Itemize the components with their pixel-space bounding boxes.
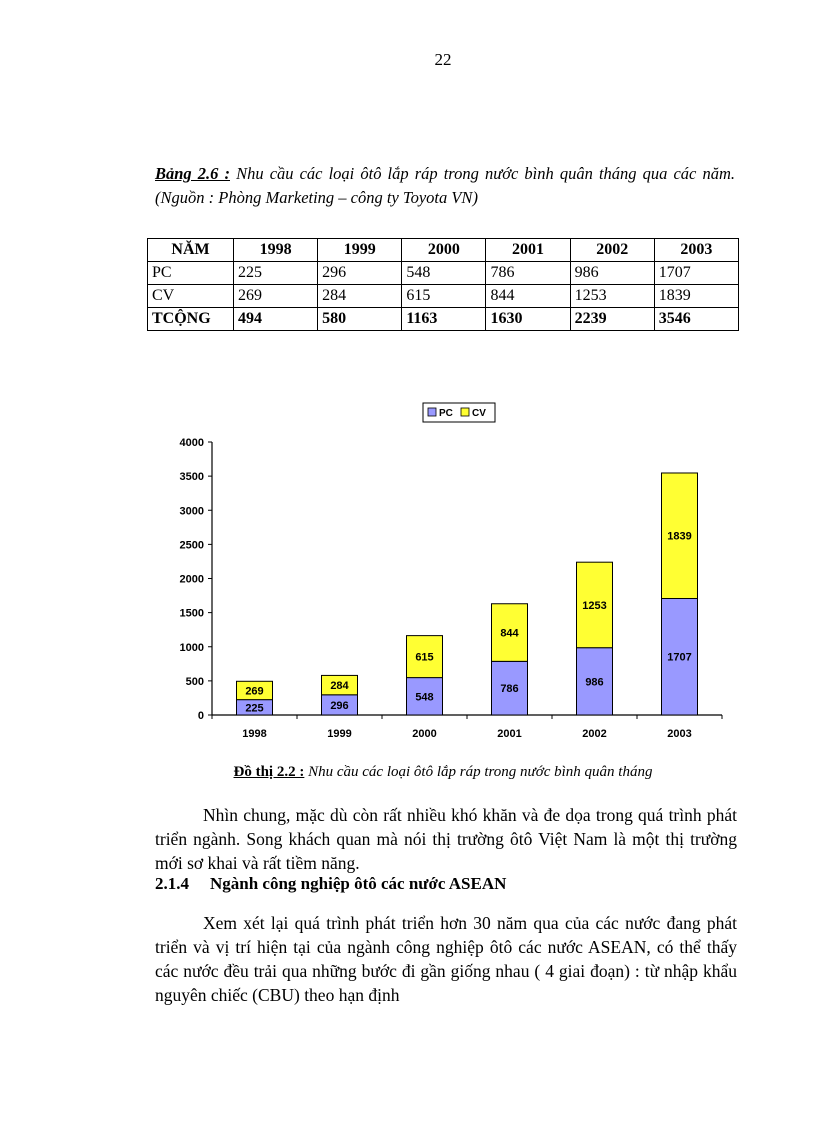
figure-caption-text: Nhu cầu các loại ôtô lắp ráp trong nước bình quân tháng	[304, 764, 653, 780]
y-tick-label: 3500	[179, 471, 204, 484]
paragraph-2	[155, 911, 737, 1007]
section-heading	[155, 874, 506, 894]
table-cell: 1253	[570, 285, 654, 308]
table-cell: 2239	[570, 308, 654, 331]
data-label-pc: 548	[415, 691, 434, 704]
table-cell: 844	[486, 285, 570, 308]
data-label-cv: 1839	[667, 530, 692, 543]
table-cell: 580	[318, 308, 402, 331]
table-cell: 615	[402, 285, 486, 308]
data-label-pc: 225	[245, 702, 264, 715]
table-cell: 548	[402, 262, 486, 285]
table-row	[148, 262, 739, 285]
table-cell: CV	[148, 285, 234, 308]
table-cell: 296	[318, 262, 402, 285]
data-label-pc: 786	[500, 683, 519, 696]
section-number: 2.1.4	[155, 874, 189, 893]
section-title: Ngành công nghiệp ôtô các nước ASEAN	[210, 874, 507, 893]
y-tick-label: 2000	[179, 573, 204, 586]
table-caption-lead: Bảng 2.6 :	[155, 164, 230, 183]
table-header-cell: 2003	[654, 239, 738, 262]
table-cell: PC	[148, 262, 234, 285]
table-cell: 494	[234, 308, 318, 331]
legend-swatch-pc	[428, 408, 436, 416]
data-label-cv: 1253	[582, 599, 607, 612]
data-label-cv: 284	[330, 680, 349, 693]
y-tick-label: 500	[185, 675, 204, 688]
table-cell: TCỘNG	[148, 308, 234, 331]
table-cell: 225	[234, 262, 318, 285]
table-caption	[155, 162, 735, 210]
legend-swatch-cv	[461, 408, 469, 416]
table-row	[148, 285, 739, 308]
x-tick-label: 2000	[412, 728, 437, 740]
y-tick-label: 2500	[179, 539, 204, 552]
y-tick-label: 1000	[179, 641, 204, 654]
data-label-pc: 1707	[667, 651, 692, 664]
table-cell: 1707	[654, 262, 738, 285]
table-cell: 269	[234, 285, 318, 308]
data-label-cv: 844	[500, 627, 519, 640]
data-label-pc: 986	[585, 676, 604, 689]
y-tick-label: 0	[197, 710, 204, 722]
table-cell: 1630	[486, 308, 570, 331]
table-cell: 786	[486, 262, 570, 285]
figure-caption-lead: Đồ thị 2.2 :	[233, 764, 305, 780]
data-label-cv: 269	[245, 685, 264, 698]
data-label-cv: 615	[415, 651, 434, 664]
table-caption-text: Nhu cầu các loại ôtô lắp ráp trong nước bình quân tháng qua các năm.(Nguồn : Phòng Marketing – công ty Toyota VN)	[155, 164, 735, 207]
table-header-cell: NĂM	[148, 239, 234, 262]
y-tick-label: 4000	[179, 437, 204, 449]
x-tick-label: 1998	[242, 728, 267, 740]
stacked-bar-chart	[150, 395, 740, 750]
x-tick-label: 2002	[582, 728, 607, 740]
paragraph-1-text: Nhìn chung, mặc dù còn rất nhiều khó khăn và đe dọa trong quá trình phát triển ngành. Song khách quan mà nói thị trường ôtô Việt Nam là một thị trường mới sơ khai và rất tiềm năng.	[155, 805, 737, 873]
table-header-cell: 2002	[570, 239, 654, 262]
paragraph-2-text: Xem xét lại quá trình phát triển hơn 30 năm qua của các nước đang phát triển và vị trí hiện tại của ngành công nghiệp ôtô các nước ASEAN, có thể thấy các nước đều trải qua những bước đi gần giống nhau ( 4 giai đoạn) : từ nhập khẩu nguyên chiếc (CBU) theo hạn định	[155, 913, 737, 1005]
table-header-cell: 2000	[402, 239, 486, 262]
legend-label-pc: PC	[439, 408, 453, 419]
table-cell: 284	[318, 285, 402, 308]
y-tick-label: 1500	[179, 607, 204, 620]
table-cell: 3546	[654, 308, 738, 331]
figure-caption	[0, 764, 816, 781]
paragraph-1	[155, 803, 737, 875]
table-cell: 1839	[654, 285, 738, 308]
table-cell: 986	[570, 262, 654, 285]
x-tick-label: 2003	[667, 728, 692, 740]
table-header-cell: 1999	[318, 239, 402, 262]
table-cell: 1163	[402, 308, 486, 331]
table-header-cell: 2001	[486, 239, 570, 262]
table-total-row	[148, 308, 739, 331]
data-label-pc: 296	[330, 699, 349, 712]
table-header-cell: 1998	[234, 239, 318, 262]
page-number: 22	[434, 50, 452, 69]
legend-label-cv: CV	[472, 408, 486, 419]
table-header-row	[148, 239, 739, 262]
x-tick-label: 2001	[497, 728, 522, 740]
y-tick-label: 3000	[179, 505, 204, 518]
demand-table	[147, 238, 739, 331]
x-tick-label: 1999	[327, 728, 352, 740]
